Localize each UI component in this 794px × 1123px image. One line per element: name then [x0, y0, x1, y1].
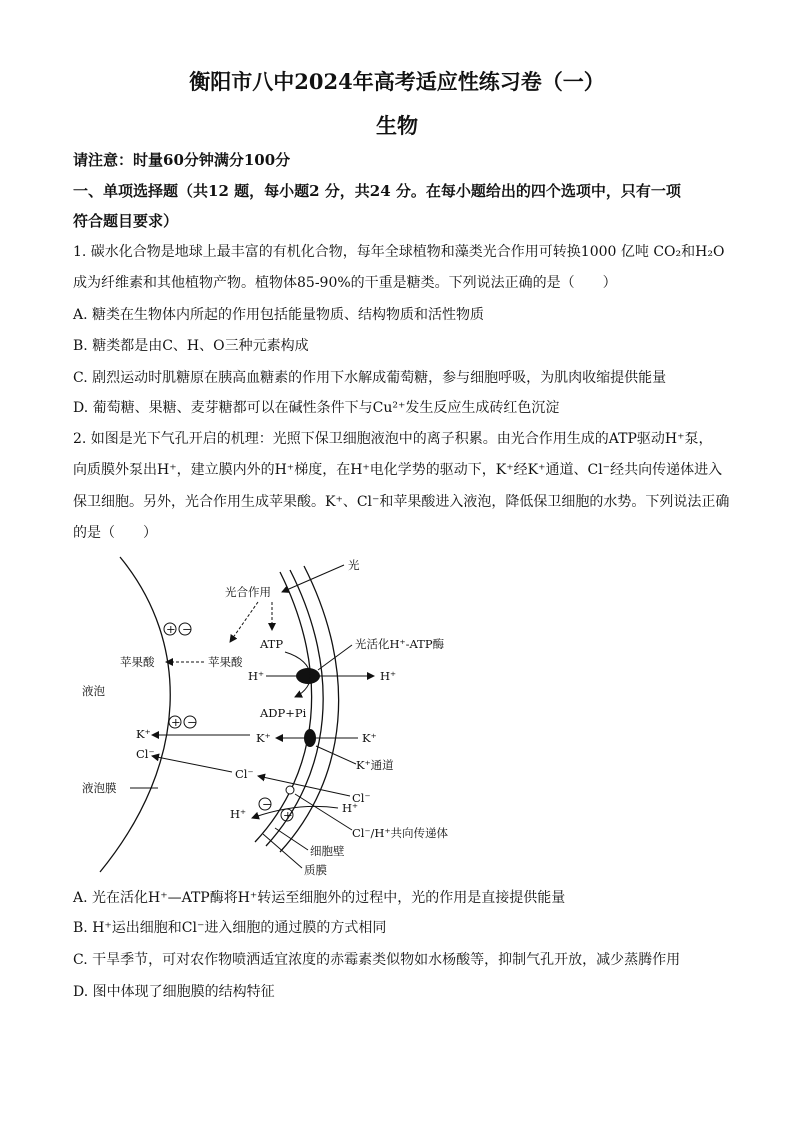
q1-option-b: B. 糖类都是由C、H、O三种元素构成	[73, 338, 309, 354]
charge-minus-top-glyph: −	[182, 622, 192, 636]
label-h-cotransport-out: H⁺	[342, 801, 359, 815]
label-k-channel: K⁺通道	[356, 758, 394, 772]
section-heading-line2: 符合题目要求）	[73, 212, 179, 230]
label-plasma-membrane: 质膜	[304, 863, 327, 877]
q2-option-a: A. 光在活化H⁺—ATP酶将H⁺转运至细胞外的过程中，光的作用是直接提供能量	[73, 890, 566, 906]
charge-plus-mid-glyph: +	[171, 715, 181, 729]
label-light: 光	[348, 558, 360, 572]
q2-stem-line2: 向质膜外泵出H⁺，建立膜内外的H⁺梯度，在H⁺电化学势的驱动下，K⁺经K⁺通道、Cl⁻经共向传递体进入	[73, 462, 723, 478]
label-atp: ATP	[260, 637, 284, 651]
label-malate-right: 苹果酸	[208, 655, 243, 669]
label-h-in: H⁺	[248, 669, 265, 683]
label-k-out: K⁺	[362, 731, 377, 745]
label-photosynthesis: 光合作用	[225, 585, 271, 599]
exam-notice: 请注意：时量60分钟满分100分	[73, 151, 291, 169]
label-k-vacuole: K⁺	[136, 727, 151, 741]
charge-minus-mid-glyph: −	[187, 715, 197, 729]
label-cl-out: Cl⁻	[352, 791, 371, 805]
pointer-h-atpase	[318, 645, 352, 670]
label-h-cotransport-in: H⁺	[230, 807, 247, 821]
q1-option-d: D. 葡萄糖、果糖、麦芽糖都可以在碱性条件下与Cu²⁺发生反应生成砖红色沉淀	[73, 400, 560, 416]
q2-option-b: B. H⁺运出细胞和Cl⁻进入细胞的通过膜的方式相同	[73, 920, 387, 936]
subject-title: 生物	[376, 113, 418, 138]
pointer-cell-wall	[275, 828, 308, 850]
exam-title: 衡阳市八中2024年高考适应性练习卷（一）	[189, 69, 605, 94]
charge-plus-top-glyph: +	[166, 622, 176, 636]
label-vacuole-membrane: 液泡膜	[82, 781, 117, 795]
guard-cell-diagram	[80, 552, 480, 882]
arrow-cl-into-cell	[258, 776, 350, 796]
cotransporter-site	[286, 786, 294, 794]
q2-option-c: C. 干旱季节，可对农作物喷洒适宜浓度的赤霉素类似物如水杨酸等，抑制气孔开放，减少蒸腾作用	[73, 952, 681, 968]
label-malate-left: 苹果酸	[120, 655, 155, 669]
label-cell-wall: 细胞壁	[310, 844, 345, 858]
q1-stem-line1: 1. 碳水化合物是地球上最丰富的有机化合物，每年全球植物和藻类光合作用可转换1000 亿吨 CO₂和H₂O	[73, 244, 725, 260]
arrow-photosynthesis-to-malate	[230, 602, 258, 642]
label-h-out: H⁺	[380, 669, 397, 683]
label-k-mid: K⁺	[256, 731, 271, 745]
label-cl-mid: Cl⁻	[235, 767, 254, 781]
q2-stem-line1: 2. 如图是光下气孔开启的机理：光照下保卫细胞液泡中的离子积累。由光合作用生成的ATP驱动H⁺泵，	[73, 431, 713, 447]
arrow-cl-into-vacuole	[152, 756, 232, 772]
q2-stem-line3: 保卫细胞。另外，光合作用生成苹果酸。K⁺、Cl⁻和苹果酸进入液泡，降低保卫细胞的水势。下列说法正确	[73, 494, 730, 510]
label-cotransporter: Cl⁻/H⁺共向传递体	[352, 826, 449, 840]
q1-option-a: A. 糖类在生物体内所起的作用包括能量物质、结构物质和活性物质	[73, 307, 485, 323]
pointer-plasma-membrane	[263, 834, 302, 868]
q1-option-c: C. 剧烈运动时肌糖原在胰高血糖素的作用下水解成葡萄糖，参与细胞呼吸，为肌肉收缩提供能量	[73, 370, 667, 386]
label-h-atpase: 光活化H⁺-ATP酶	[355, 637, 445, 651]
charge-plus-bottom-glyph: +	[283, 808, 293, 822]
q2-stem-line4: 的是（ ）	[73, 525, 157, 541]
label-vacuole: 液泡	[82, 684, 105, 698]
section-heading-line1: 一、单项选择题（共12 题，每小题2 分，共24 分。在每小题给出的四个选项中，只有一项	[73, 182, 681, 200]
arrow-light	[282, 565, 344, 592]
vacuole-membrane-curve	[100, 557, 170, 872]
charge-minus-bottom-glyph: −	[262, 797, 272, 811]
k-channel	[304, 729, 316, 747]
q2-option-d: D. 图中体现了细胞膜的结构特征	[73, 984, 275, 1000]
label-cl-vacuole: Cl⁻	[136, 747, 155, 761]
pointer-k-channel	[316, 746, 356, 764]
q1-stem-line2: 成为纤维素和其他植物产物。植物体85-90%的干重是糖类。下列说法正确的是（ ）	[73, 275, 617, 291]
label-adp-pi: ADP+Pi	[260, 706, 307, 720]
